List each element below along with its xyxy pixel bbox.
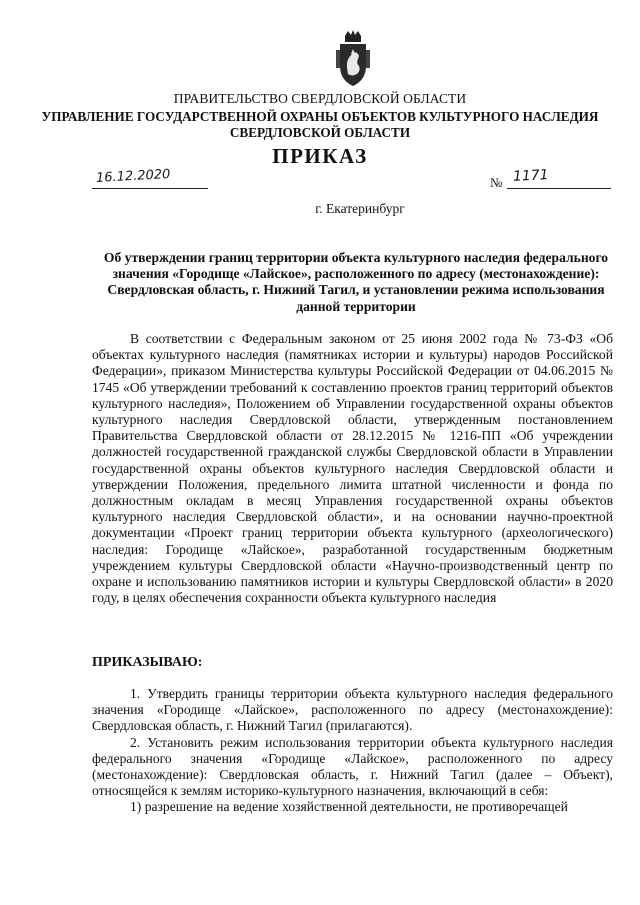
decree-heading: ПРИКАЗЫВАЮ: [92,655,203,670]
department-name-line1: УПРАВЛЕНИЕ ГОСУДАРСТВЕННОЙ ОХРАНЫ ОБЪЕКТОВ КУЛЬТУРНОГО НАСЛЕДИЯ [41,109,599,124]
preamble [92,331,613,606]
preamble-paragraph: В соответствии с Федеральным законом от 25 июня 2002 года № 73-ФЗ «Об объектах культурного наследия (памятниках истории и культуры) народов Российской Федерации», приказом Министерства культуры Российской Федерации от 04.06.2015 № 1745 «Об утверждении требований к составлению проектов границ территорий объектов культурного наследия», Положением об Управлении государственной охраны объектов культурного наследия Свердловской области, утвержденным постановлением Правительства Свердловской области от 28.12.2015 № 1216-ПП «Об учреждении должностей государственной гражданской службы Свердловской области в Управлении государственной охраны объектов культурного наследия Свердловской области и утверждении Положения, предельного лимита штатной численности и фонда по должностным окладам в месяц Управления государственной охраны объектов культурного наследия Свердловской области», и на основании научно-проектной документации «Проект границ территории объекта культурного (археологического) наследия: Городище «Лайское», разработанной государственным бюджетным учреждением культуры Свердловской области «Научно-производственный центр по охране и использованию памятников истории и культуры Свердловской области» в 2020 году, в целях обеспечения сохранности объекта культурного наследия [92,331,613,606]
number-value: 1171 [512,167,550,185]
city: г. Екатеринбург [315,201,405,216]
date-value: 16.12.2020 [95,167,171,186]
decree-item: 1. Утвердить границы территории объекта культурного наследия федерального значения «Городище «Лайское», расположенного по адресу (местонахождение): Свердловская область, г. Нижний Тагил (прилагаются). [92,686,613,734]
decree-item: 2. Установить режим использования территории объекта культурного наследия федерального значения «Городище «Лайское», расположенного по адресу (местонахождение): Свердловская область, г. Нижний Тагил (далее – Объект), относящейся к землям историко-культурного назначения, включающий в себя: [92,734,613,799]
document-type: ПРИКАЗ [272,144,368,168]
coat-of-arms-icon [336,30,370,88]
number-field [507,167,611,189]
government-name: ПРАВИТЕЛЬСТВО СВЕРДЛОВСКОЙ ОБЛАСТИ [173,91,467,106]
date-field [92,167,208,189]
number-label: № [490,175,503,190]
department-name [0,109,640,141]
department-name-line2: СВЕРДЛОВСКОЙ ОБЛАСТИ [229,125,411,140]
decree-item: 1) разрешение на ведение хозяйственной деятельности, не противоречащей [130,799,568,815]
decree-items [92,686,613,816]
document-title: Об утверждении границ территории объекта культурного наследия федерального значения «Городище «Лайское», расположенного по адресу (местонахождение): Свердловская область, г. Нижний Тагил, и установлении режима использования данной территории [103,250,609,314]
